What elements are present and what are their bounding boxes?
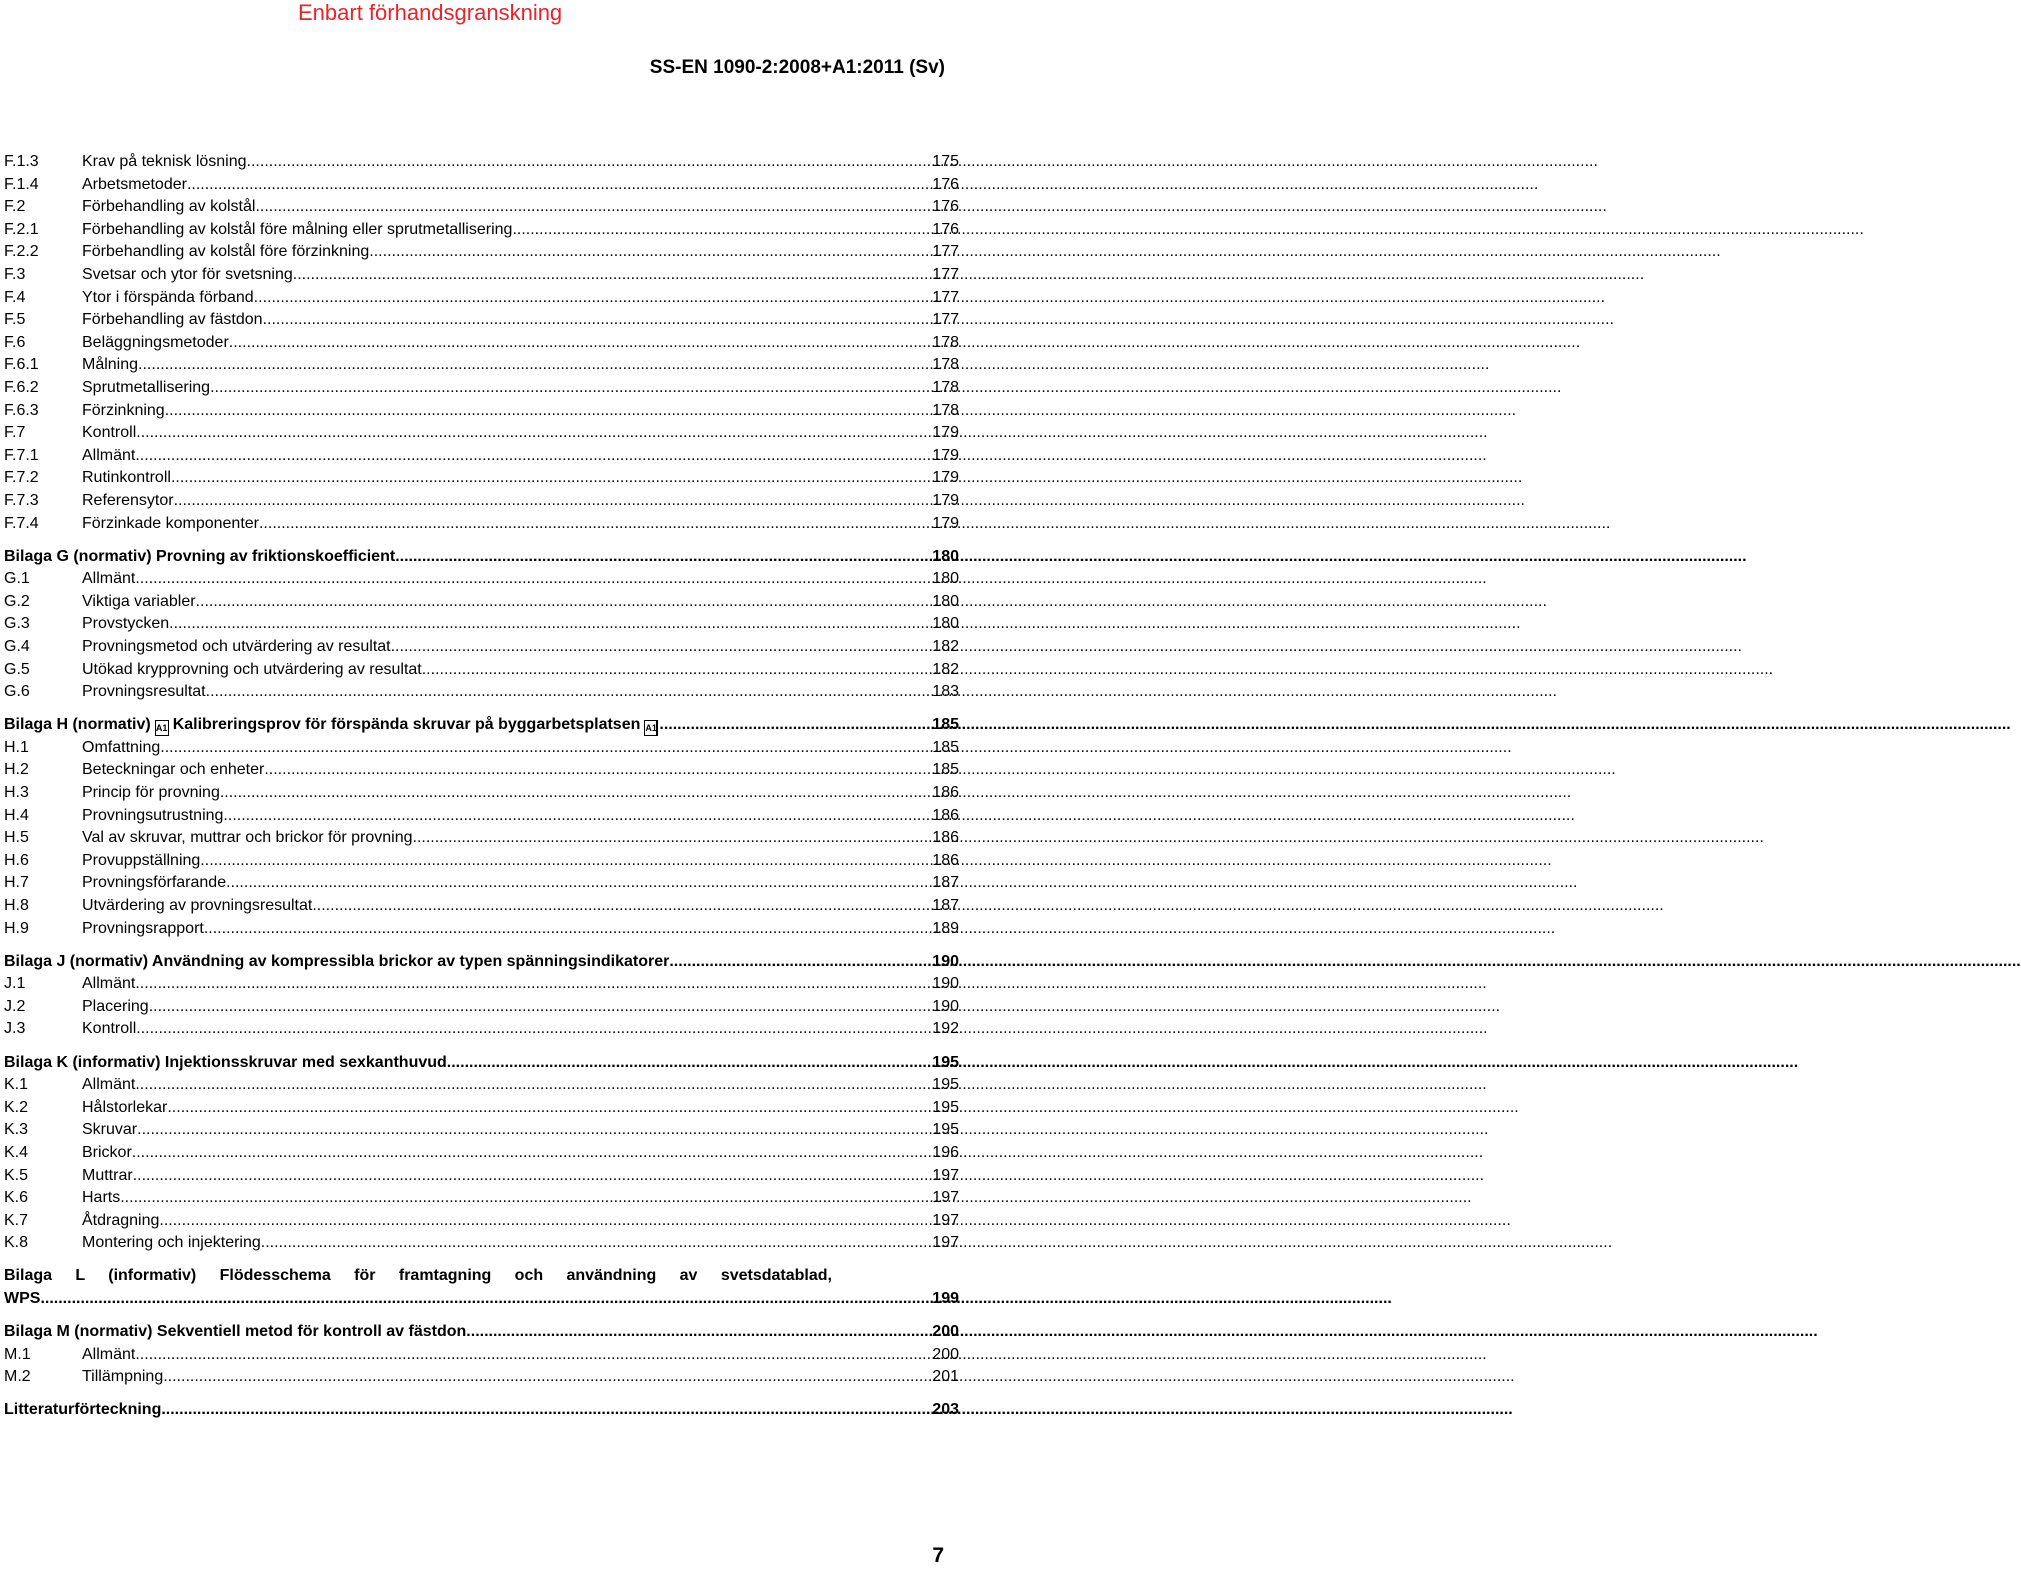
toc-group-k <box>4 1074 959 1255</box>
toc-entry-page: 182 <box>932 660 959 678</box>
toc-entry[interactable] <box>4 196 959 219</box>
toc-entry-page: 178 <box>932 333 959 351</box>
toc-entry-page: 196 <box>932 1143 959 1161</box>
toc-leader-dots <box>174 490 932 513</box>
toc-entry-page: 192 <box>932 1020 959 1038</box>
toc-entry-title: Krav på teknisk lösning <box>82 153 247 170</box>
toc-entry-page: 177 <box>932 243 959 261</box>
toc-leader-dots <box>247 151 932 174</box>
toc-leader-dots <box>264 759 931 782</box>
toc-entry[interactable] <box>4 151 959 174</box>
toc-entry[interactable] <box>4 1018 959 1041</box>
toc-entry-page: 197 <box>932 1189 959 1207</box>
toc-entry[interactable] <box>4 805 959 828</box>
toc-entry-page: 186 <box>932 806 959 824</box>
toc-entry-number: F.1.4 <box>4 175 39 193</box>
toc-entry-number: F.7.3 <box>4 491 39 509</box>
toc-entry[interactable] <box>4 219 959 242</box>
toc-entry[interactable] <box>4 895 959 918</box>
toc-entry-title: Förzinkade komponenter <box>82 514 259 532</box>
toc-entry[interactable] <box>4 467 959 490</box>
toc-entry[interactable] <box>4 264 959 287</box>
toc-entry-title: Provningsrapport <box>82 919 204 937</box>
toc-entry-title: Provningsmetod och utvärdering av resultat <box>82 637 391 655</box>
document-id: SS-EN 1090-2:2008+A1:2011 (Sv) <box>649 57 945 78</box>
preview-watermark: Enbart förhandsgranskning <box>298 0 563 25</box>
toc-entry-number: F.5 <box>4 311 26 329</box>
toc-entry-number: K.2 <box>4 1098 29 1116</box>
toc-leader-dots <box>512 219 931 242</box>
toc-entry[interactable] <box>4 174 959 197</box>
toc-entry-title: Utökad krypprovning och utvärdering av resultat <box>82 660 422 678</box>
table-of-contents <box>4 151 959 1422</box>
toc-entry-page: 177 <box>932 311 959 329</box>
toc-leader-dots <box>171 467 931 490</box>
toc-entry-title: Princip för provning <box>82 784 220 802</box>
toc-entry[interactable] <box>4 513 959 536</box>
toc-entry-title: Sprutmetallisering <box>82 378 211 396</box>
toc-leader-dots <box>136 422 931 445</box>
toc-entry-number: K.4 <box>4 1143 29 1161</box>
toc-entry-page: 177 <box>932 265 959 283</box>
toc-entry-page: 201 <box>932 1368 959 1386</box>
toc-entry-number: F.7.4 <box>4 514 39 532</box>
toc-entry-title: Beteckningar och enheter <box>82 761 265 779</box>
toc-entry-number: F.6.3 <box>4 401 39 419</box>
toc-entry-number: K.3 <box>4 1121 29 1139</box>
toc-entry[interactable] <box>4 445 959 468</box>
toc-annex-m[interactable]: Bilaga M (normativ) Sekventiell metod för kontroll av fästdon ..... 200 <box>4 1321 959 1344</box>
toc-entry[interactable] <box>4 400 959 423</box>
toc-entry-number: F.2.1 <box>4 220 39 238</box>
toc-entry-title: Allmänt <box>82 1345 136 1363</box>
toc-entry-number: G.4 <box>4 637 30 655</box>
toc-entry[interactable] <box>4 1097 959 1120</box>
toc-entry-title: Omfattning <box>82 738 161 756</box>
toc-leader-dots <box>135 1344 931 1367</box>
toc-leader-dots <box>138 354 931 377</box>
toc-entry-title: Rutinkontroll <box>82 469 171 487</box>
toc-entry[interactable] <box>4 973 959 996</box>
toc-entry-number: H.3 <box>4 784 29 802</box>
toc-entry[interactable] <box>4 1142 959 1165</box>
toc-annex-g[interactable]: Bilaga G (normativ) Provning av friktionskoefficient ..... 180 <box>4 546 959 569</box>
toc-annex-l[interactable]: Bilaga L (informativ) Flödesschema för framtagning och användning av svetsdatablad, WPS ..... 199 <box>4 1265 959 1310</box>
toc-entry-title: Förbehandling av kolstål <box>82 198 256 216</box>
toc-entry-number: G.3 <box>4 615 30 633</box>
toc-entry-number: G.1 <box>4 570 30 588</box>
toc-entry-page: 197 <box>932 1166 959 1184</box>
toc-leader-dots <box>254 287 932 310</box>
toc-leader-dots <box>165 400 932 423</box>
toc-entry-page: 195 <box>932 1121 959 1139</box>
toc-entry-number: J.2 <box>4 997 26 1015</box>
toc-entry[interactable] <box>4 1366 959 1389</box>
toc-entry-page: 178 <box>932 378 959 396</box>
toc-entry-page: 179 <box>932 424 959 442</box>
toc-leader-dots <box>200 850 931 873</box>
toc-entry-page: 187 <box>932 897 959 914</box>
toc-entry-title: Åtdragning <box>82 1211 160 1229</box>
toc-entry-page: 178 <box>932 401 959 419</box>
toc-entry-title: Kontroll <box>82 1020 137 1038</box>
toc-entry-number: F.6.2 <box>4 378 39 396</box>
toc-leader-dots <box>391 636 932 659</box>
toc-annex-j[interactable]: Bilaga J (normativ) Användning av kompressibla brickor av typen spänningsindikatorer ..... 190 <box>4 951 959 974</box>
toc-entry[interactable] <box>4 827 959 850</box>
toc-entry-page: 200 <box>932 1345 959 1363</box>
toc-entry-page: 185 <box>932 738 959 756</box>
toc-entry-page: 186 <box>932 851 959 869</box>
toc-entry-page: 175 <box>932 153 959 170</box>
toc-entry-number: F.4 <box>4 288 26 306</box>
toc-entry-title: Kontroll <box>82 424 137 442</box>
toc-entry-number: H.8 <box>4 897 29 914</box>
toc-entry-number: F.2 <box>4 198 26 216</box>
toc-entry-number: K.8 <box>4 1234 29 1252</box>
toc-entry-number: F.6 <box>4 333 26 351</box>
toc-leader-dots <box>169 613 931 636</box>
toc-entry-number: H.9 <box>4 919 29 937</box>
toc-entry-title: Provningsresultat <box>82 683 206 701</box>
toc-entry-page: 195 <box>932 1098 959 1116</box>
toc-entry-number: F.1.3 <box>4 153 39 170</box>
toc-entry-page: 189 <box>932 919 959 937</box>
toc-leader-dots <box>160 737 931 760</box>
toc-entry-number: F.7.1 <box>4 446 39 464</box>
toc-leader-dots <box>312 895 931 918</box>
toc-entry[interactable] <box>4 1119 959 1142</box>
toc-entry-title: Harts <box>82 1189 121 1207</box>
toc-entry[interactable] <box>4 591 959 614</box>
toc-leader-dots <box>136 1018 931 1041</box>
toc-entry-title: Val av skruvar, muttrar och brickor för provning <box>82 829 413 847</box>
toc-leader-dots <box>187 174 931 197</box>
toc-entry[interactable] <box>4 1187 959 1210</box>
toc-entry[interactable] <box>4 422 959 445</box>
toc-entry-page: 179 <box>932 514 959 532</box>
toc-entry-page: 186 <box>932 784 959 802</box>
toc-leader-dots <box>226 872 931 895</box>
toc-group-m <box>4 1344 959 1389</box>
toc-entry-number: K.1 <box>4 1076 29 1094</box>
toc-entry-title: Allmänt <box>82 446 136 464</box>
toc-leader-dots <box>259 513 931 536</box>
toc-entry-title: Referensytor <box>82 491 174 509</box>
toc-entry-page: 186 <box>932 829 959 847</box>
toc-entry-number: G.2 <box>4 592 30 610</box>
page-number: 7 <box>932 1544 944 1567</box>
toc-entry-title: Beläggningsmetoder <box>82 333 229 351</box>
toc-entry[interactable] <box>4 377 959 400</box>
toc-entry-page: 176 <box>932 198 959 216</box>
toc-entry-page: 187 <box>932 874 959 892</box>
toc-entry-title: Provstycken <box>82 615 170 633</box>
toc-entry-page: 179 <box>932 446 959 464</box>
annex-l-title-line1: Bilaga L (informativ) Flödesschema för framtagning och användning av svetsdatablad, <box>4 1267 832 1285</box>
toc-leader-dots <box>229 332 932 355</box>
toc-leader-dots <box>413 827 932 850</box>
toc-annex-k[interactable]: Bilaga K (informativ) Injektionsskruvar med sexkanthuvud ..... 195 <box>4 1052 959 1075</box>
toc-entry-page: 179 <box>932 491 959 509</box>
toc-entry[interactable] <box>4 681 959 704</box>
toc-entry-number: H.2 <box>4 761 29 779</box>
toc-leader-dots <box>167 1097 931 1120</box>
toc-entry-number: G.5 <box>4 660 30 678</box>
toc-leader-dots <box>132 1142 932 1165</box>
toc-entry-title: Förbehandling av kolstål före målning eller sprutmetallisering <box>82 220 513 238</box>
toc-entry-title: Utvärdering av provningsresultat <box>82 897 313 914</box>
toc-entry[interactable] <box>4 287 959 310</box>
toc-entry-page: 195 <box>932 1076 959 1094</box>
toc-entry-page: 180 <box>932 615 959 633</box>
toc-entry-title: Montering och injektering <box>82 1234 261 1252</box>
toc-entry-page: 180 <box>932 570 959 588</box>
toc-entry-title: Muttrar <box>82 1166 133 1184</box>
toc-entry[interactable] <box>4 309 959 332</box>
toc-leader-dots <box>135 445 931 468</box>
toc-entry-title: Arbetsmetoder <box>82 175 187 193</box>
toc-leader-dots <box>133 1165 932 1188</box>
toc-entry-title: Viktiga variabler <box>82 592 196 610</box>
toc-entry-number: H.5 <box>4 829 29 847</box>
toc-leader-dots <box>163 1366 931 1389</box>
toc-entry-number: H.1 <box>4 738 29 756</box>
toc-entry[interactable] <box>4 872 959 895</box>
toc-entry[interactable] <box>4 1165 959 1188</box>
toc-entry-number: H.7 <box>4 874 29 892</box>
toc-entry-page: 197 <box>932 1211 959 1229</box>
toc-entry-title: Allmänt <box>82 975 136 993</box>
toc-entry[interactable] <box>4 568 959 591</box>
toc-entry-number: H.6 <box>4 851 29 869</box>
toc-entry-title: Ytor i förspända förband <box>82 288 254 306</box>
toc-entry-title: Provningsförfarande <box>82 874 227 892</box>
toc-leader-dots <box>369 241 931 264</box>
toc-entry[interactable] <box>4 996 959 1019</box>
toc-entry-number: K.5 <box>4 1166 29 1184</box>
toc-entry[interactable] <box>4 659 959 682</box>
toc-entry-title: Förzinkning <box>82 401 165 419</box>
amendment-open-marker-icon: A1 <box>155 720 169 736</box>
toc-entry-page: 190 <box>932 997 959 1015</box>
toc-leader-dots <box>293 264 932 287</box>
toc-entry-page: 177 <box>932 288 959 306</box>
annex-h-prefix: Bilaga H (normativ) <box>4 716 151 734</box>
toc-entry-page: 183 <box>932 683 959 701</box>
toc-entry-page: 197 <box>932 1234 959 1252</box>
toc-leader-dots <box>422 659 932 682</box>
toc-leader-dots <box>159 1210 931 1233</box>
annex-h-title: Kalibreringsprov för förspända skruvar på byggarbetsplatsen <box>172 716 641 734</box>
toc-leader-dots <box>204 918 931 941</box>
toc-leader-dots <box>261 1232 932 1255</box>
toc-entry-number: F.7.2 <box>4 469 39 487</box>
toc-entry-title: Svetsar och ytor för svetsning <box>82 265 293 283</box>
toc-entry-number: H.4 <box>4 806 29 824</box>
toc-entry[interactable] <box>4 1210 959 1233</box>
toc-leader-dots <box>223 805 931 828</box>
toc-entry-page: 180 <box>932 592 959 610</box>
toc-entry-page: 176 <box>932 220 959 238</box>
toc-entry-title: Hålstorlekar <box>82 1098 168 1116</box>
toc-entry-page: 178 <box>932 356 959 374</box>
toc-entry[interactable] <box>4 782 959 805</box>
toc-entry[interactable] <box>4 1344 959 1367</box>
toc-leader-dots <box>135 568 931 591</box>
toc-entry-number: K.6 <box>4 1189 29 1207</box>
toc-entry-page: 179 <box>932 469 959 487</box>
toc-bibliography[interactable]: Litteraturförteckning ..... 203 <box>4 1399 959 1422</box>
toc-entry-title: Skruvar <box>82 1121 138 1139</box>
toc-leader-dots <box>137 1119 931 1142</box>
annex-l-title-line2: WPS <box>4 1290 41 1307</box>
toc-entry[interactable] <box>4 241 959 264</box>
toc-leader-dots <box>210 377 931 400</box>
toc-leader-dots <box>135 1074 931 1097</box>
toc-annex-h[interactable]: Bilaga H (normativ) A1 Kalibreringsprov för förspända skruvar på byggarbetsplatsen A1 ..... 185 <box>4 714 959 737</box>
toc-entry[interactable] <box>4 613 959 636</box>
toc-entry[interactable] <box>4 1074 959 1097</box>
toc-entry-number: M.1 <box>4 1345 31 1363</box>
toc-leader-dots <box>120 1187 931 1210</box>
toc-entry-title: Placering <box>82 997 149 1015</box>
toc-entry[interactable] <box>4 918 959 941</box>
toc-entry-page: 185 <box>932 761 959 779</box>
toc-entry[interactable] <box>4 354 959 377</box>
toc-group-h <box>4 737 959 940</box>
toc-entry[interactable] <box>4 636 959 659</box>
toc-entry[interactable] <box>4 332 959 355</box>
toc-entry[interactable] <box>4 850 959 873</box>
toc-leader-dots <box>255 196 931 219</box>
toc-entry[interactable] <box>4 759 959 782</box>
toc-entry[interactable] <box>4 490 959 513</box>
toc-entry-page: 190 <box>932 975 959 993</box>
toc-leader-dots <box>220 782 931 805</box>
toc-entry-number: K.7 <box>4 1211 29 1229</box>
toc-leader-dots <box>206 681 932 704</box>
toc-entry-number: F.2.2 <box>4 243 39 261</box>
toc-entry-title: Allmänt <box>82 1076 136 1094</box>
toc-entry-title: Provningsutrustning <box>82 806 224 824</box>
toc-entry[interactable] <box>4 1232 959 1255</box>
toc-entry-page: 176 <box>932 175 959 193</box>
toc-entry-title: Brickor <box>82 1143 132 1161</box>
toc-leader-dots <box>196 591 932 614</box>
toc-entry-number: J.1 <box>4 975 26 993</box>
toc-entry-title: Allmänt <box>82 570 136 588</box>
toc-entry[interactable] <box>4 737 959 760</box>
toc-leader-dots <box>135 973 931 996</box>
toc-group-j <box>4 973 959 1041</box>
toc-entry-title: Provuppställning <box>82 851 201 869</box>
toc-entry-title: Förbehandling av fästdon <box>82 311 263 329</box>
toc-entry-number: F.6.1 <box>4 356 39 374</box>
toc-entry-page: 182 <box>932 637 959 655</box>
toc-entry-number: F.3 <box>4 265 26 283</box>
toc-group-g <box>4 568 959 704</box>
toc-leader-dots <box>149 996 932 1019</box>
toc-entry-title: Målning <box>82 356 139 374</box>
toc-entry-number: J.3 <box>4 1020 26 1038</box>
amendment-close-marker-icon: A1 <box>644 720 658 736</box>
toc-entry-number: M.2 <box>4 1368 31 1386</box>
toc-entry-title: Tillämpning <box>82 1368 164 1386</box>
toc-entry-title: Förbehandling av kolstål före förzinkning <box>82 243 370 261</box>
toc-entry-number: G.6 <box>4 683 30 701</box>
toc-leader-dots <box>263 309 932 332</box>
toc-entry-number: F.7 <box>4 424 26 442</box>
toc-group-f <box>4 151 959 535</box>
